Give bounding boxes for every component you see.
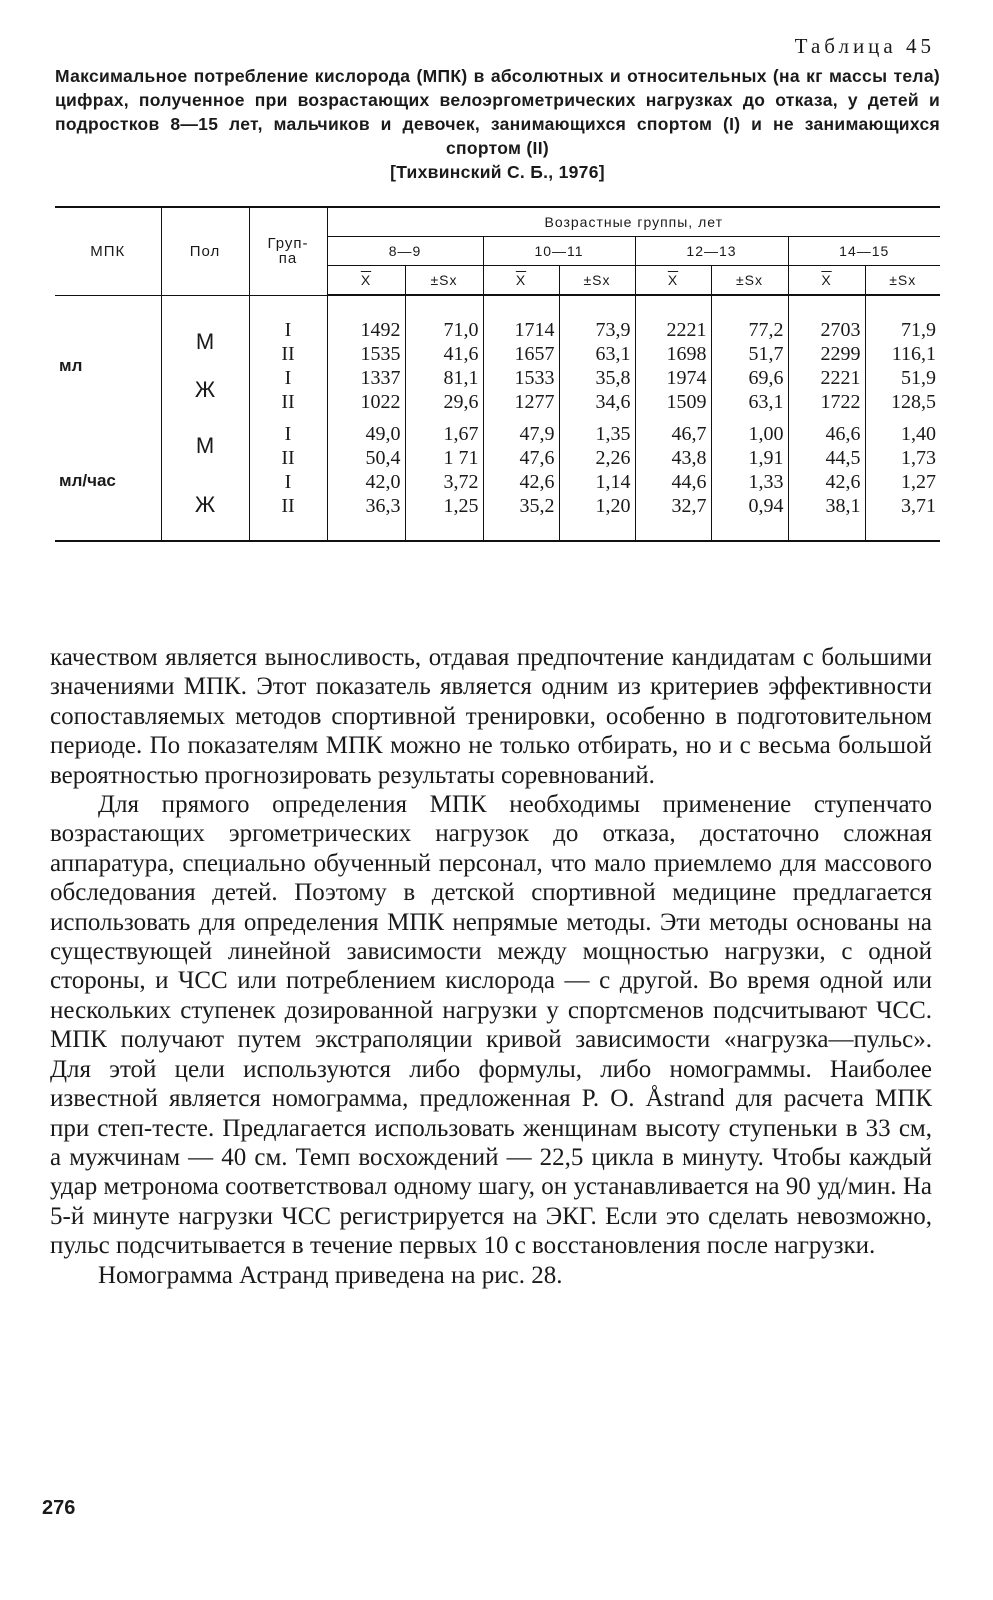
sex-label: Ж xyxy=(161,366,249,414)
se-cell: 1,27 xyxy=(865,470,940,494)
header-age: 10—11 xyxy=(483,237,635,266)
se-cell: 51,7 xyxy=(711,342,788,366)
header-age: 12—13 xyxy=(635,237,788,266)
mean-cell: 44,6 xyxy=(635,470,711,494)
paragraph: Для прямого определения МПК необходимы применение ступенчато возрастающих эргометрических нагрузок до отказа, достаточно сложная аппаратура, специально обученный персонал, что мало приемлемо для массового обследования детей. Поэтому в детской спортивной медицине предлагается использовать для определения МПК непрямые методы. Эти методы основаны на существующей линейной зависимости между мощностью нагрузки, с одной стороны, и ЧСС или потреблением кислорода — с другой. Во время одной или нескольких ступенек дозированной нагрузки у спортсменов подсчитывают ЧСС. МПК получают путем экстраполяции кривой зависимости «нагрузка—пульс». Для этой цели используются либо формулы, либо номограммы. Наиболее известной является номограмма, предложенная P. O. Åstrand для расчета МПК при степ-тесте. Предлагается использовать женщинам высоту ступеньки в 33 см, а мужчинам — 40 см. Темп восхождений — 22,5 цикла в минуту. Чтобы каждый удар метронома соответствовал одному шагу, он устанавливается на 90 уд/мин. На 5-й минуте нагрузки ЧСС регистрируется на ЭКГ. Если это сделать невозможно, пульс подсчитывается в течение первых 10 с восстановления после нагрузки. xyxy=(50,791,932,1260)
se-cell: 34,6 xyxy=(559,390,635,414)
se-cell: 77,2 xyxy=(711,295,788,342)
se-cell: 71,9 xyxy=(865,295,940,342)
mean-cell: 42,6 xyxy=(788,470,865,494)
mean-cell: 47,6 xyxy=(483,446,559,470)
se-cell: 0,94 xyxy=(711,494,788,541)
table-row xyxy=(55,414,940,446)
header-age: 8—9 xyxy=(327,237,483,266)
header-mean: $\overline{X}$ xyxy=(788,266,865,296)
unit-label: мл xyxy=(59,355,83,375)
caption-source: [Тихвинский С. Б., 1976] xyxy=(390,162,605,182)
mean-cell: 1714 xyxy=(483,295,559,342)
mean-cell: 42,6 xyxy=(483,470,559,494)
group-label: I xyxy=(249,470,327,494)
se-cell: 41,6 xyxy=(405,342,483,366)
group-label: I xyxy=(249,366,327,390)
mean-cell: 1722 xyxy=(788,390,865,414)
se-cell: 1,25 xyxy=(405,494,483,541)
mean-cell: 1535 xyxy=(327,342,405,366)
mean-cell: 42,0 xyxy=(327,470,405,494)
header-se: ±Sx xyxy=(711,266,788,296)
mean-cell: 1277 xyxy=(483,390,559,414)
se-cell: 2,26 xyxy=(559,446,635,470)
table-row xyxy=(55,470,940,494)
page-number: 276 xyxy=(42,1497,76,1519)
se-cell: 3,71 xyxy=(865,494,940,541)
se-cell: 51,9 xyxy=(865,366,940,390)
se-cell: 71,0 xyxy=(405,295,483,342)
se-cell: 128,5 xyxy=(865,390,940,414)
se-cell: 63,1 xyxy=(559,342,635,366)
mean-cell: 47,9 xyxy=(483,414,559,446)
sex-label: М xyxy=(161,295,249,366)
mpk-table xyxy=(55,206,940,542)
group-label: I xyxy=(249,295,327,342)
se-cell: 73,9 xyxy=(559,295,635,342)
se-cell: 63,1 xyxy=(711,390,788,414)
mean-cell: 46,7 xyxy=(635,414,711,446)
se-cell: 29,6 xyxy=(405,390,483,414)
mean-cell: 36,3 xyxy=(327,494,405,541)
se-cell: 1,20 xyxy=(559,494,635,541)
se-cell: 1,33 xyxy=(711,470,788,494)
mean-cell: 46,6 xyxy=(788,414,865,446)
unit-label: мл/час xyxy=(59,471,116,490)
mean-cell: 38,1 xyxy=(788,494,865,541)
mean-cell: 1337 xyxy=(327,366,405,390)
mean-cell: 43,8 xyxy=(635,446,711,470)
mean-cell: 1533 xyxy=(483,366,559,390)
table-caption xyxy=(55,64,940,184)
mean-cell: 49,0 xyxy=(327,414,405,446)
se-cell: 1 71 xyxy=(405,446,483,470)
mean-cell: 1509 xyxy=(635,390,711,414)
header-mean: $\overline{X}$ xyxy=(483,266,559,296)
table-label: Таблица 45 xyxy=(794,34,935,58)
header-se: ±Sx xyxy=(865,266,940,296)
table-row xyxy=(55,295,940,342)
se-cell: 1,14 xyxy=(559,470,635,494)
mean-cell: 50,4 xyxy=(327,446,405,470)
mean-cell: 1698 xyxy=(635,342,711,366)
header-mean: $\overline{X}$ xyxy=(327,266,405,296)
header-mean: $\overline{X}$ xyxy=(635,266,711,296)
header-age-groups: Возрастные группы, лет xyxy=(327,207,940,237)
paragraph: Номограмма Астранд приведена на рис. 28. xyxy=(98,1261,563,1289)
se-cell: 69,6 xyxy=(711,366,788,390)
header-se: ±Sx xyxy=(405,266,483,296)
mean-cell: 2299 xyxy=(788,342,865,366)
mean-cell: 2703 xyxy=(788,295,865,342)
se-cell: 1,73 xyxy=(865,446,940,470)
group-label: I xyxy=(249,414,327,446)
mean-cell: 2221 xyxy=(788,366,865,390)
mean-cell: 32,7 xyxy=(635,494,711,541)
mean-cell: 1974 xyxy=(635,366,711,390)
mean-cell: 1022 xyxy=(327,390,405,414)
header-age: 14—15 xyxy=(788,237,940,266)
se-cell: 1,35 xyxy=(559,414,635,446)
se-cell: 1,67 xyxy=(405,414,483,446)
se-cell: 1,91 xyxy=(711,446,788,470)
se-cell: 81,1 xyxy=(405,366,483,390)
group-label: II xyxy=(249,494,327,541)
mean-cell: 44,5 xyxy=(788,446,865,470)
se-cell: 1,00 xyxy=(711,414,788,446)
sex-label: М xyxy=(161,414,249,470)
group-label: II xyxy=(249,342,327,366)
group-label: II xyxy=(249,390,327,414)
caption-text: Максимальное потребление кислорода (МПК) в абсолютных и относительных (на кг массы тела) цифрах, полученное при возрастающих велоэргометрических нагрузках до отказа, у детей и подростков 8—15 лет, мальчиков и девочек, занимающихся спортом (I) и не занимающихся спортом (II) xyxy=(55,66,940,158)
header-group: Груп- па xyxy=(249,207,327,295)
mean-cell: 35,2 xyxy=(483,494,559,541)
header-sex: Пол xyxy=(161,207,249,295)
mean-cell: 1492 xyxy=(327,295,405,342)
mean-cell: 2221 xyxy=(635,295,711,342)
se-cell: 116,1 xyxy=(865,342,940,366)
group-label: II xyxy=(249,446,327,470)
se-cell: 1,40 xyxy=(865,414,940,446)
body-text xyxy=(50,643,932,1290)
header-se: ±Sx xyxy=(559,266,635,296)
header-mpk: МПК xyxy=(55,207,161,295)
se-cell: 35,8 xyxy=(559,366,635,390)
paragraph: качеством является выносливость, отдавая предпочтение кандидатам с большими значениями МПК. Этот показатель является одним из критериев эффективности сопоставляемых методов спортивной тренировки, особенно в подготовительном периоде. По показателям МПК можно не только отбирать, но и с весьма большой вероятностью прогнозировать результаты соревнований. xyxy=(50,644,932,789)
se-cell: 3,72 xyxy=(405,470,483,494)
sex-label: Ж xyxy=(161,470,249,541)
table-row xyxy=(55,366,940,390)
mean-cell: 1657 xyxy=(483,342,559,366)
